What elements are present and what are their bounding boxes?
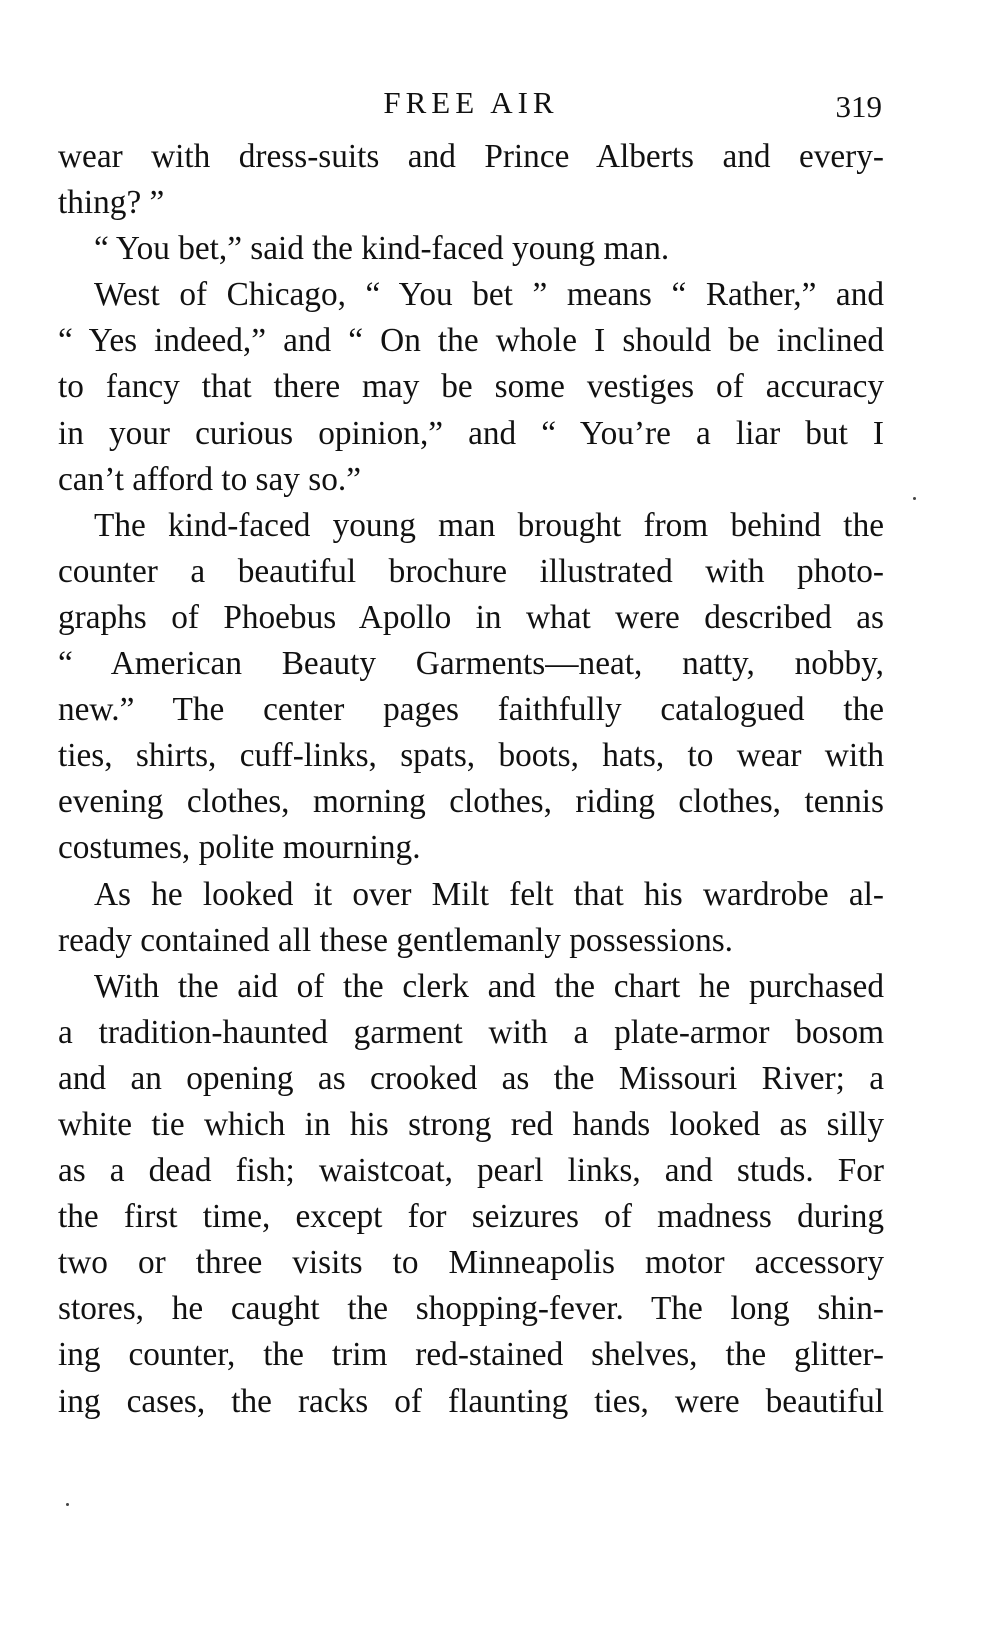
text-line: West of Chicago, “ You bet ” means “ Rather,” and [94,276,884,314]
text-line: in your curious opinion,” and “ You’re a liar but I [58,414,884,452]
text-line: stores, he caught the shopping-fever. The long shin- [58,1290,884,1328]
print-speck [66,1503,69,1506]
text-line: to fancy that there may be some vestiges of accuracy [58,368,884,406]
text-line: the first time, except for seizures of madness during [58,1198,884,1236]
text-line: “ Yes indeed,” and “ On the whole I should be inclined [58,322,884,360]
page-number: 319 [835,89,882,124]
text-line: and an opening as crooked as the Missouri River; a [58,1059,884,1097]
text-line: counter a beautiful brochure illustrated with photo- [58,552,884,590]
text-line: as a dead fish; waistcoat, pearl links, and studs. For [58,1152,884,1190]
text-line: graphs of Phoebus Apollo in what were described as [58,598,884,636]
body-text [58,134,884,1425]
text-line: The kind-faced young man brought from behind the [94,506,884,544]
text-line: As he looked it over Milt felt that his wardrobe al- [94,875,884,913]
text-line: white tie which in his strong red hands looked as silly [58,1105,884,1143]
running-title: FREE AIR [383,85,559,120]
text-line: costumes, polite mourning. [58,829,421,867]
text-line: “ American Beauty Garments—neat, natty, nobby, [58,645,884,683]
text-line: wear with dress-suits and Prince Alberts and every- [58,138,884,175]
text-line: With the aid of the clerk and the chart he purchased [94,967,884,1005]
text-line: evening clothes, morning clothes, riding clothes, tennis [58,783,884,821]
text-line: can’t afford to say so.” [58,460,361,498]
text-line: a tradition-haunted garment with a plate-armor bosom [58,1013,884,1051]
text-line: ing counter, the trim red-stained shelves, the glitter- [58,1336,884,1374]
text-line: two or three visits to Minneapolis motor accessory [58,1244,884,1282]
text-line: ties, shirts, cuff-links, spats, boots, hats, to wear with [58,737,884,775]
text-line: “ You bet,” said the kind-faced young man. [94,230,670,268]
text-line: ready contained all these gentlemanly possessions. [58,921,734,959]
book-page [58,72,884,1602]
print-speck [913,497,916,500]
running-head [58,72,884,134]
text-line: new.” The center pages faithfully catalogued the [58,691,884,729]
text-line: ing cases, the racks of flaunting ties, were beautiful [58,1382,884,1420]
text-line: thing? ” [58,184,165,222]
